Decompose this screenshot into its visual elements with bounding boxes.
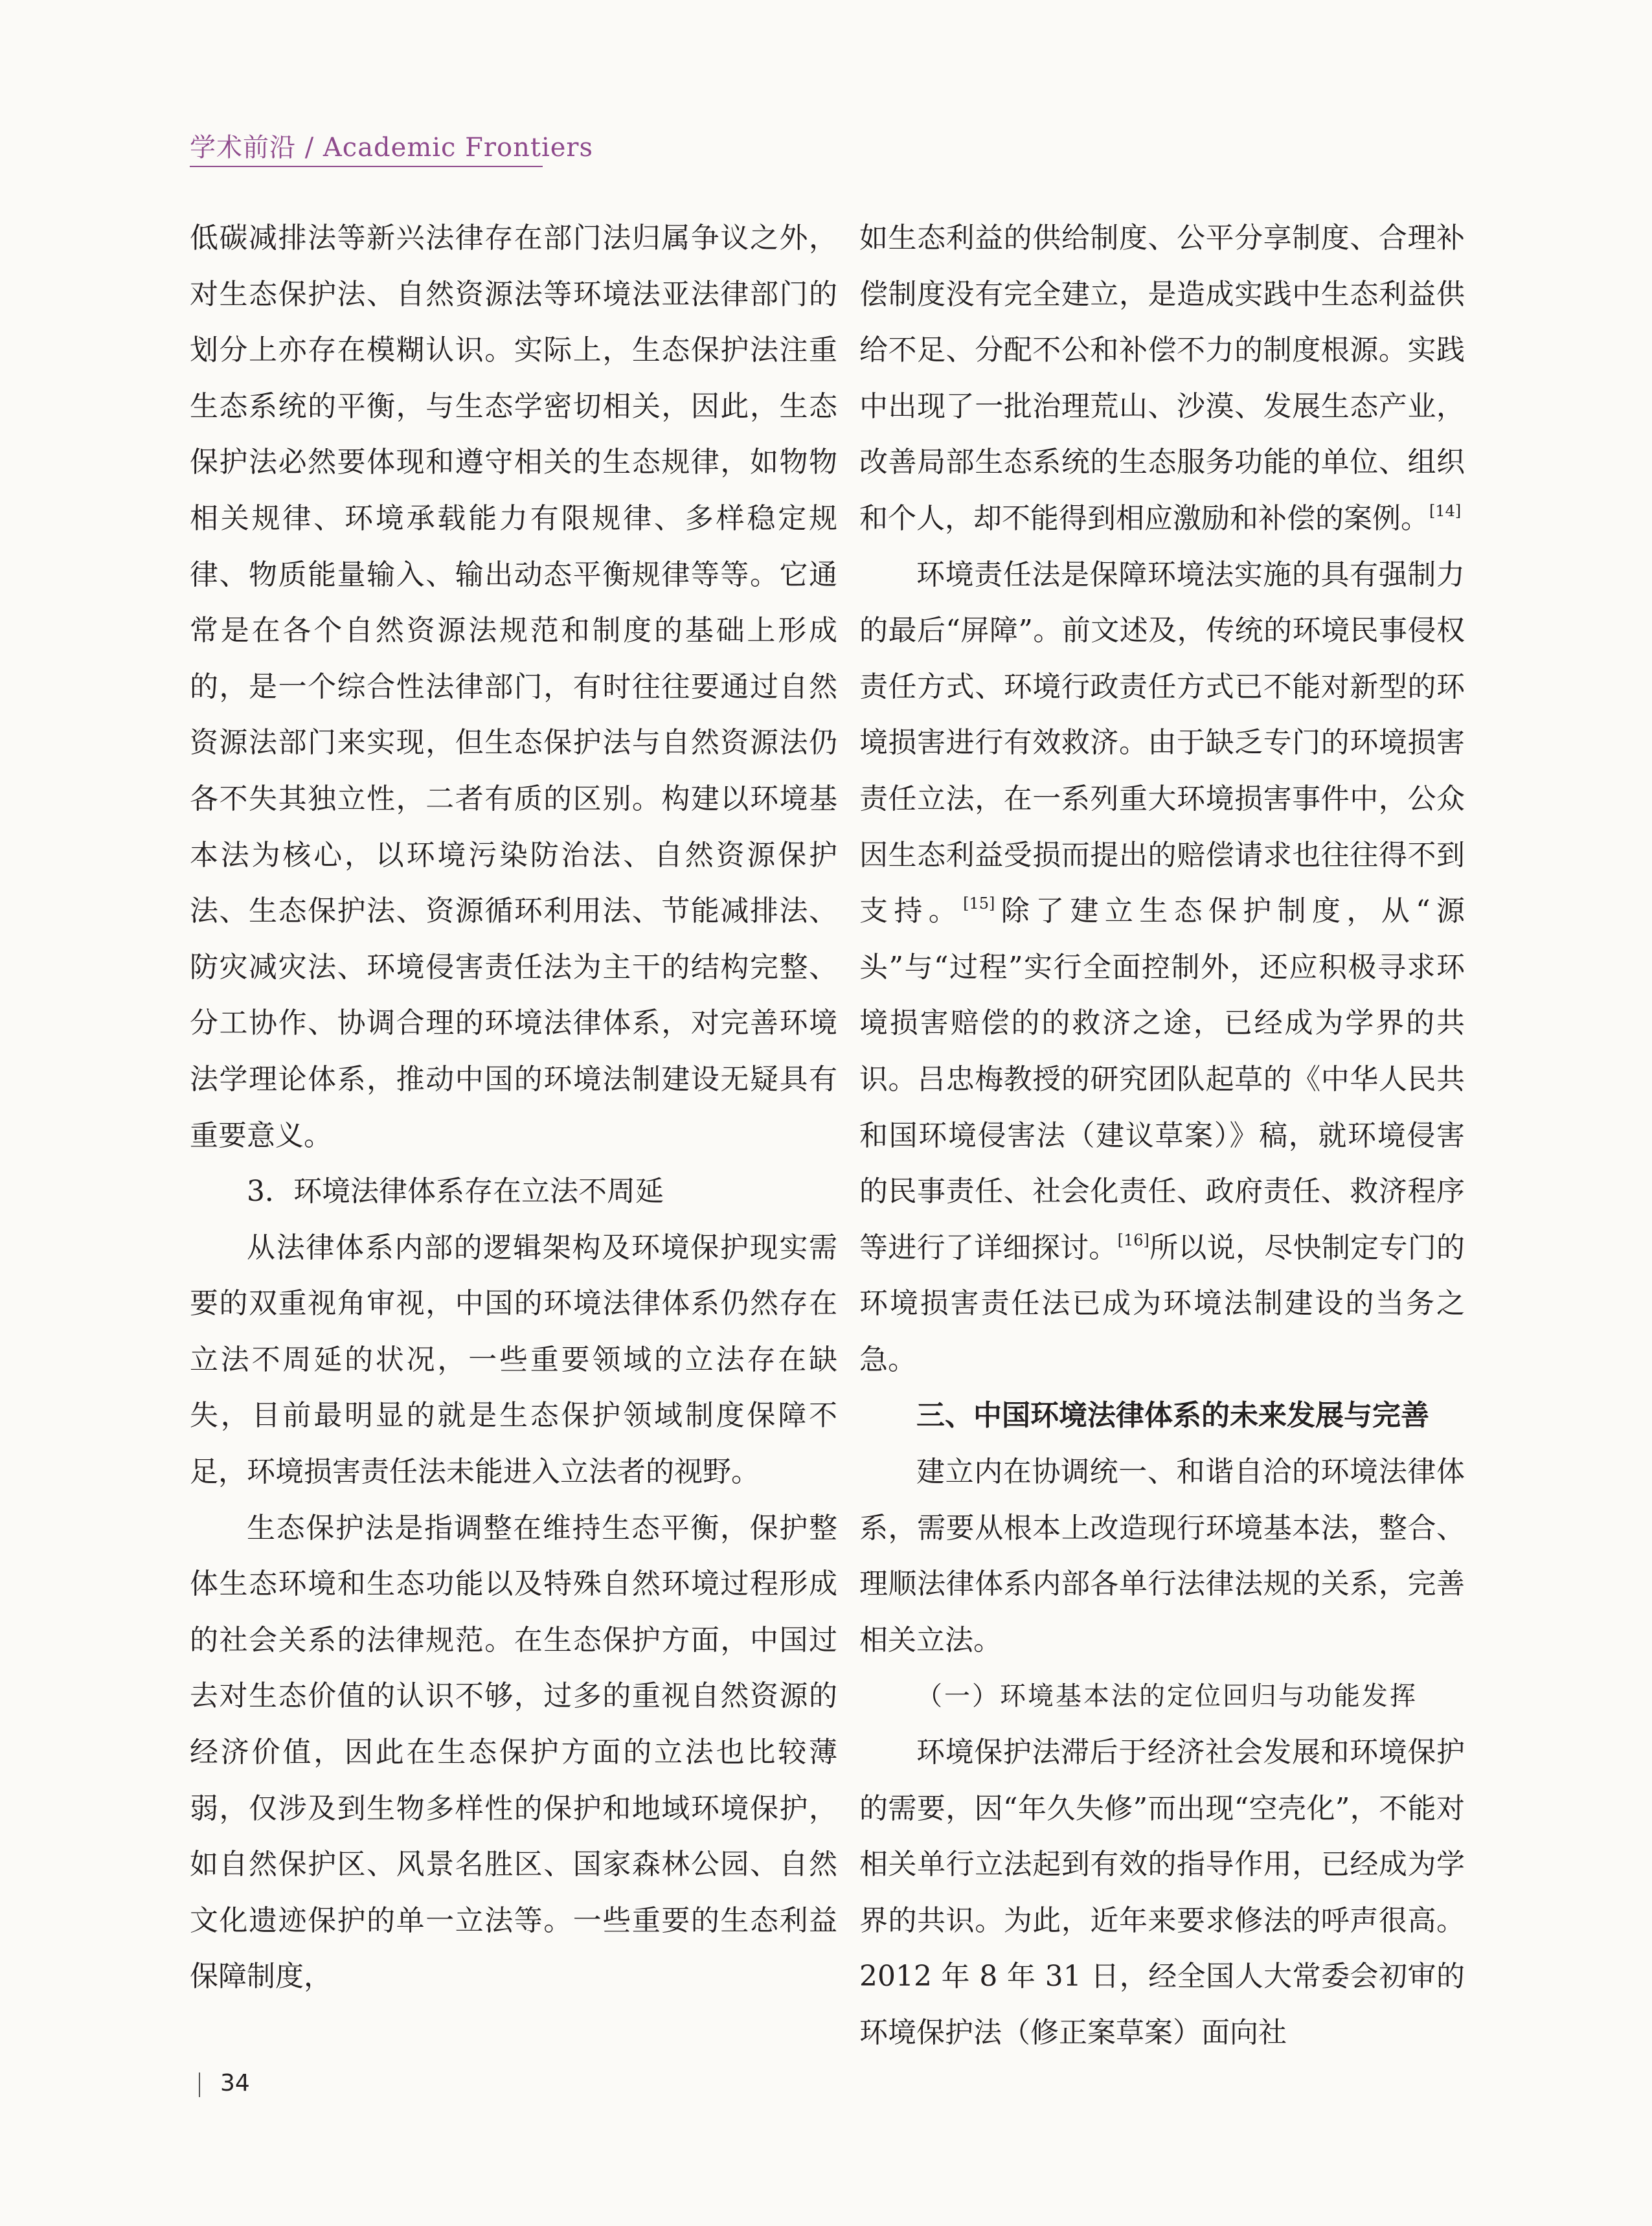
right-column	[859, 210, 1465, 2061]
paragraph	[859, 547, 1465, 1389]
citation-ref: [14]	[1429, 501, 1462, 520]
running-header: 学术前沿 / Academic Frontiers	[190, 133, 594, 163]
paragraph: 环境保护法滞后于经济社会发展和环境保护的需要，因“年久失修”而出现“空壳化”，不能对相关单行立法起到有效的指导作用，已经成为学界的共识。为此，近年来要求修法的呼声很高。2012 年 8 年 31 日，经全国人大常委会初审的环境保护法（修正案草案）面向社	[859, 1736, 1465, 2049]
paragraph-text: 环境责任法是保障环境法实施的具有强制力的最后“屏障”。前文述及，传统的环境民事侵权责任方式、环境行政责任方式已不能对新型的环境损害进行有效救济。由于缺乏专门的环境损害责任立法，在一系列重大环境损害事件中，公众因生态利益受损而提出的赔偿请求也往往得不到支持。	[859, 558, 1465, 928]
header-rule	[190, 166, 543, 167]
paragraph-text: 除了建立生态保护制度，从“源头”与“过程”实行全面控制外，还应积极寻求环境损害赔偿的的救济之途，已经成为学界的共识。吕忠梅教授的研究团队起草的《中华人民共和国环境侵害法（建议草案）》稿，就环境侵害的民事责任、社会化责任、政府责任、救济程序等进行了详细探讨。	[859, 894, 1465, 1264]
section-heading-3: 3．环境法律体系存在立法不周延	[247, 1175, 664, 1209]
page-number: 34	[220, 2070, 250, 2096]
paragraph-text: 如生态利益的供给制度、公平分享制度、合理补偿制度没有完全建立，是造成实践中生态利益供给不足、分配不公和补偿不力的制度根源。实践中出现了一批治理荒山、沙漠、发展生态产业，改善局部生态系统的生态服务功能的单位、组织和个人，却不能得到相应激励和补偿的案例。	[859, 221, 1465, 535]
paragraph	[859, 210, 1465, 547]
left-column	[190, 210, 837, 2005]
paragraph-text: 所以说，尽快制定专门的环境损害责任法已成为环境法制建设的当务之急。	[859, 1231, 1465, 1376]
section-heading-2: 三、中国环境法律体系的未来发展与完善	[916, 1399, 1429, 1433]
citation-ref: [16]	[1117, 1231, 1149, 1249]
citation-ref: [15]	[963, 894, 995, 913]
footer-bar	[199, 2073, 200, 2097]
paragraph: 低碳减排法等新兴法律存在部门法归属争议之外，对生态保护法、自然资源法等环境法亚法律部门的划分上亦存在模糊认识。实际上，生态保护法注重生态系统的平衡，与生态学密切相关，因此，生态保护法必然要体现和遵守相关的生态规律，如物物相关规律、环境承载能力有限规律、多样稳定规律、物质能量输入、输出动态平衡规律等等。它通常是在各个自然资源法规范和制度的基础上形成的，是一个综合性法律部门，有时往往要通过自然资源法部门来实现，但生态保护法与自然资源法仍各不失其独立性，二者有质的区别。构建以环境基本法为核心，以环境污染防治法、自然资源保护法、生态保护法、资源循环利用法、节能减排法、防灾减灾法、环境侵害责任法为主干的结构完整、分工协作、协调合理的环境法律体系，对完善环境法学理论体系，推动中国的环境法制建设无疑具有重要意义。	[190, 221, 837, 1152]
paragraph: 建立内在协调统一、和谐自洽的环境法律体系，需要从根本上改造现行环境基本法，整合、理顺法律体系内部各单行法律法规的关系，完善相关立法。	[859, 1455, 1465, 1657]
subsection-heading: （一）环境基本法的定位回归与功能发挥	[916, 1681, 1418, 1712]
paragraph: 从法律体系内部的逻辑架构及环境保护现实需要的双重视角审视，中国的环境法律体系仍然存在立法不周延的状况，一些重要领域的立法存在缺失，目前最明显的就是生态保护领域制度保障不足，环境损害责任法未能进入立法者的视野。	[190, 1231, 837, 1489]
paragraph: 生态保护法是指调整在维持生态平衡，保护整体生态环境和生态功能以及特殊自然环境过程形成的社会关系的法律规范。在生态保护方面，中国过去对生态价值的认识不够，过多的重视自然资源的经济价值，因此在生态保护方面的立法也比较薄弱，仅涉及到生物多样性的保护和地域环境保护，如自然保护区、风景名胜区、国家森林公园、自然文化遗迹保护的单一立法等。一些重要的生态利益保障制度，	[190, 1511, 837, 1993]
